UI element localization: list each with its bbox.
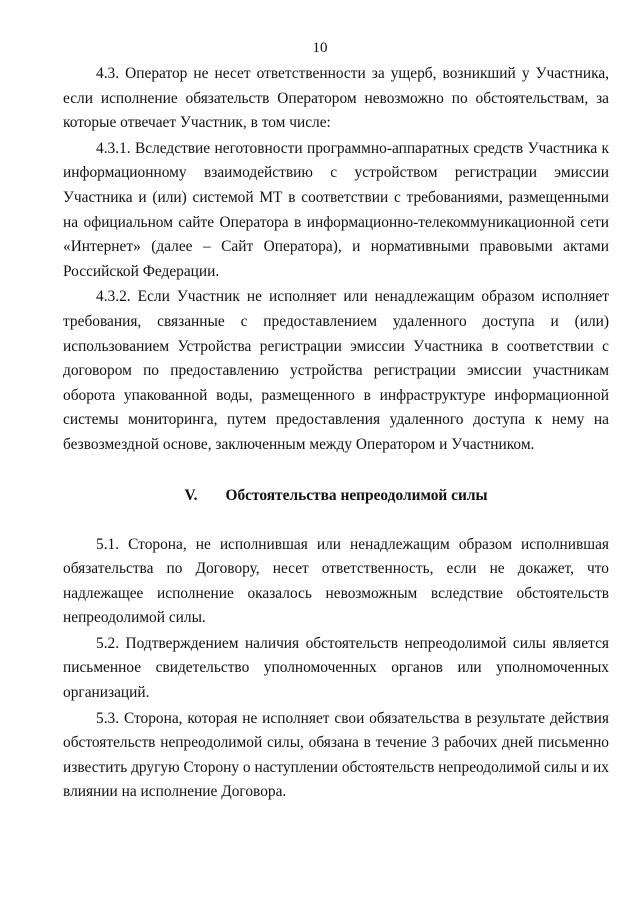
document-body xyxy=(63,62,609,805)
section-heading xyxy=(63,484,609,508)
clause-4-3: 4.3. Оператор не несет ответственности за ущерб, возникший у Участника, если исполнение обязательств Оператором невозможно по обстоятельствам, за которые отвечает Участник, в том числе: xyxy=(63,65,609,132)
clause-4-3-2: 4.3.2. Если Участник не исполняет или ненадлежащим образом исполняет требования, связанные с предоставлением удаленного доступа и (или) использованием Устройства регистрации эмиссии Участника в соответствии с договором по предоставлению устройства регистрации эмиссии участникам оборота упакованной воды, размещенного в инфраструктуре информационной системы мониторинга, путем предоставления удаленного доступа к нему на безвозмездной основе, заключенным между Оператором и Участником. xyxy=(63,288,609,453)
clause-5-1: 5.1. Сторона, не исполнившая или ненадлежащим образом исполнившая обязательства по Договору, несет ответственность, если не докажет, что надлежащее исполнение оказалось невозможным вследствие обстоятельств непреодолимой силы. xyxy=(63,535,609,627)
clause-5-2: 5.2. Подтверждением наличия обстоятельств непреодолимой силы является письменное свидетельство уполномоченных органов или уполномоченных организаций. xyxy=(63,634,609,702)
clause-4-3-1: 4.3.1. Вследствие неготовности программно-аппаратных средств Участника к информационному взаимодействию с устройством регистрации эмиссии Участника и (или) системой МТ в соответствии с требованиями, размещенными на официальном сайте Оператора в информационно-телекоммуникационной сети «Интернет» (далее – Сайт Оператора), и нормативными правовыми актами Российской Федерации. xyxy=(63,139,609,280)
section-number: V. xyxy=(184,486,198,504)
page-number: 10 xyxy=(312,40,328,56)
section-title: Обстоятельства непреодолимой силы xyxy=(225,486,488,504)
clause-5-3: 5.3. Сторона, которая не исполняет свои обязательства в результате действия обстоятельств непреодолимой силы, обязана в течение 3 рабочих дней письменно известить другую Сторону о наступлении обстоятельств непреодолимой силы и их влиянии на исполнение Договора. xyxy=(63,709,609,801)
